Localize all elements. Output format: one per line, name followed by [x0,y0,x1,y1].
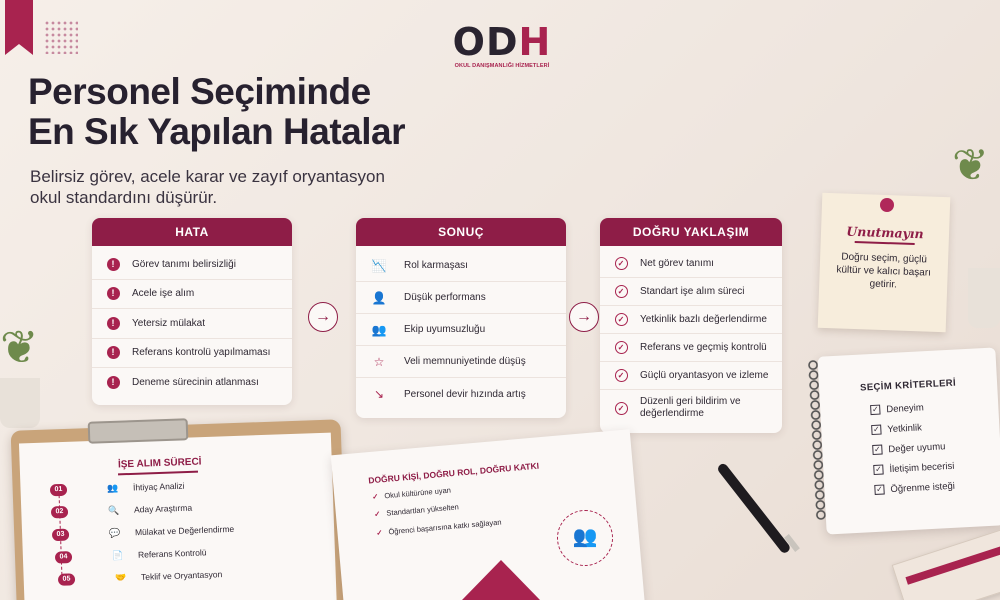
dogru-item-label: Standart işe alım süreci [640,286,745,297]
checkbox-checked-icon: ✓ [874,464,883,474]
dogru-list [600,246,782,426]
exclamation-mark: ! [107,287,120,300]
page-subtitle [30,166,450,208]
exclamation-icon [106,287,120,301]
dogru-item-label: Güçlü oryantasyon ve izleme [640,370,769,381]
check-mark: ✓ [615,341,628,354]
clipboard-clip [88,418,189,443]
check-circle-icon [614,313,628,327]
sonuc-item-label: Rol karmaşası [404,260,468,271]
hata-list [92,246,292,398]
clipboard-title: İŞE ALIM SÜRECİ [117,456,202,471]
hata-header: HATA [92,218,292,246]
pot-left-decoration [0,378,40,428]
exclamation-mark: ! [107,258,120,271]
check-icon: ✓ [375,527,383,538]
check-circle-icon [614,285,628,299]
subtitle-line-2: okul standardını düşürür. [30,188,218,207]
checkbox-checked-icon: ✓ [873,444,881,454]
hata-item [92,309,292,339]
chart-down-icon: 📉 [371,258,387,273]
check-mark: ✓ [615,285,628,298]
step-label: Referans Kontrolü [137,547,207,560]
title-line-1: Personel Seçiminde [28,71,371,112]
check-circle-icon [614,257,628,271]
hata-item [92,339,292,369]
step-label: Mülakat ve Değerlendirme [134,523,235,538]
logo-mark-accent: H [518,20,552,64]
hata-item [92,368,292,398]
step-number: 03 [52,529,69,542]
exclamation-icon [106,376,120,390]
dogru-item-label: Yetkinlik bazlı değerlendirme [640,314,767,325]
criteria-label: Öğrenme isteği [890,480,956,495]
sonuc-header: SONUÇ [356,218,566,246]
sonuc-item-label: Düşük performans [404,292,486,303]
hata-card [92,218,292,405]
sonuc-card [356,218,566,418]
dogru-item [600,250,782,278]
sonuc-item [356,282,566,314]
title-line-2: En Sık Yapılan Hatalar [28,111,405,152]
notebook-list [870,396,956,500]
step-label: Aday Araştırma [133,502,193,515]
step-number: 04 [55,551,72,564]
check-mark: ✓ [615,313,628,326]
step-number: 01 [50,484,67,497]
check-mark: ✓ [615,369,628,382]
checkbox-checked-icon: ✓ [872,424,880,434]
step-label: Teklif ve Oryantasyon [140,569,223,582]
check-circle-icon [614,369,628,383]
search-icon: 🔍 [107,504,120,515]
sticky-title: Unutmayın [846,223,924,242]
check-mark: ✓ [615,402,628,415]
dogru-item [600,334,782,362]
hata-item [92,250,292,280]
check-icon: ✓ [371,491,379,502]
sonuc-item [356,378,566,410]
page-title [28,72,405,152]
dogru-header: DOĞRU YAKLAŞIM [600,218,782,246]
dogru-item-label: Düzenli geri bildirim ve değerlendirme [640,396,741,419]
ribbon-decoration [5,0,33,55]
plant-right-decoration: ❦ [952,141,989,190]
sonuc-item [356,346,566,378]
exclamation-icon [106,316,120,330]
dogru-item-label: Net görev tanımı [640,258,714,269]
sonuc-list [356,246,566,410]
hata-item [92,280,292,310]
exclamation-mark: ! [107,376,120,389]
handshake-icon: 🤝 [114,571,127,583]
paper-item-label: Standartları yükselten [386,502,460,518]
dogru-card [600,218,782,433]
pot-right-decoration [968,268,1000,328]
pin-icon [880,198,894,212]
notebook [817,347,1000,534]
criteria-label: Değer uyumu [888,440,946,455]
check-circle-icon [614,401,628,415]
dogru-item [600,278,782,306]
step-number: 05 [58,573,75,586]
sonuc-item-label: Ekip uyumsuzluğu [404,324,486,335]
step-label: İhtiyaç Analizi [132,480,185,493]
person-icon: 👤 [371,290,387,305]
sonuc-item-label: Personel devir hızında artış [404,388,526,400]
sonuc-item [356,250,566,282]
sonuc-item [356,314,566,346]
checkbox-checked-icon: ✓ [871,404,879,414]
step-number: 02 [51,506,68,519]
group-icon: 👥 [557,510,613,566]
chat-icon: 💬 [108,527,121,538]
exclamation-mark: ! [107,346,120,359]
criteria-label: Yetkinlik [887,421,923,435]
criteria-item [874,476,956,500]
check-icon: ✓ [373,509,381,519]
check-mark: ✓ [615,257,628,270]
sticky-text: Doğru seçim, güçlü kültür ve kalıcı başarı getirir. [836,251,932,290]
hata-item-label: Deneme sürecinin atlanması [132,377,259,389]
plant-left-decoration: ❦ [0,321,39,373]
arrow-right-icon: → [569,302,599,332]
paper-item-label: Okul kültürüne uyan [384,485,452,501]
arrow-right-icon: → [308,302,338,332]
dogru-item [600,390,782,426]
notebook-title: SEÇİM KRİTERLERİ [859,377,957,394]
dogru-item-label: Referans ve geçmiş kontrolü [640,342,767,353]
dogru-item [600,306,782,334]
trend-down-icon: ↘ [373,387,385,401]
document-icon: 📄 [111,549,124,561]
logo-subtitle: OKUL DANIŞMANLIĞI HİZMETLERİ [454,63,550,69]
team-icon: 👥 [371,322,387,337]
logo-mark-main: OD [452,20,519,64]
criteria-label: Deneyim [886,401,925,415]
logo [452,22,552,69]
subtitle-line-1: Belirsiz görev, acele karar ve zayıf oryantasyon [30,167,385,186]
hata-item-label: Acele işe alım [132,288,195,300]
sonuc-item-label: Veli memnuniyetinde düşüş [404,356,526,367]
hata-item-label: Referans kontrolü yapılmaması [132,347,271,359]
sticky-underline [855,241,915,245]
dot-pattern-decoration [44,20,78,54]
exclamation-icon [106,257,120,271]
exclamation-icon [106,346,120,360]
hata-item-label: Görev tanımı belirsizliği [132,258,236,270]
star-icon: ☆ [373,354,385,369]
check-circle-icon [614,341,628,355]
checkbox-checked-icon: ✓ [875,484,884,494]
pen-decoration [716,462,792,555]
people-icon: 👥 [106,482,119,493]
exclamation-mark: ! [107,317,120,330]
hata-item-label: Yetersiz mülakat [132,317,205,329]
dogru-item [600,362,782,390]
criteria-label: İletişim becerisi [889,460,955,475]
sticky-note [818,193,951,332]
paper-item-label: Öğrenci başarısına katkı sağlayan [388,517,502,537]
paper-title: DOĞRU KİŞİ, DOĞRU ROL, DOĞRU KATKI [367,460,540,486]
